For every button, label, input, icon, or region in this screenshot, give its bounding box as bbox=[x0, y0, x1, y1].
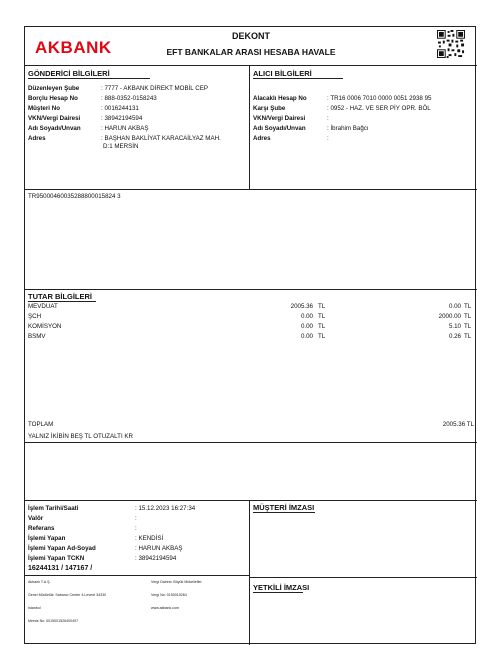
amount-row-label: MEVDUAT bbox=[28, 303, 58, 310]
sender-label: Düzenleyen Şube bbox=[28, 85, 80, 92]
amount-value-2: 0.00 bbox=[448, 303, 461, 310]
receiver-label: Adres bbox=[253, 135, 271, 142]
receiver-name-value: : İbrahim Bağcı bbox=[327, 125, 369, 132]
amount-currency-2: TL bbox=[464, 303, 472, 310]
sender-name-value: : HARUN AKBAŞ bbox=[101, 125, 149, 132]
receiver-label: Adı Soyadı/Unvan bbox=[253, 125, 306, 132]
footer-tax-no: Vergi No: 0150015264 bbox=[151, 593, 187, 597]
transaction-value-date: : bbox=[135, 515, 137, 522]
amount-value-2: 5.10 bbox=[448, 323, 461, 330]
sender-label: Adres bbox=[28, 135, 46, 142]
amount-value-2: 0.26 bbox=[448, 333, 461, 340]
sender-label: Müşteri No bbox=[28, 105, 60, 112]
qr-code-icon bbox=[437, 30, 465, 58]
sender-section-title: GÖNDERİCİ BİLGİLERİ bbox=[28, 69, 110, 78]
sender-label: Borçlu Hesap No bbox=[28, 95, 78, 102]
amount-currency-2: TL bbox=[464, 333, 472, 340]
amount-row-label: KOMİSYON bbox=[28, 323, 62, 330]
amount-row-label: ŞCH bbox=[28, 313, 42, 320]
sender-customer-no-value: : 0016244131 bbox=[101, 105, 139, 112]
receiver-branch-value: : 0952 - HAZ. VE SER PİY OPR. BÖL bbox=[327, 105, 431, 112]
amount-currency-2: TL bbox=[464, 313, 472, 320]
transaction-label: İşlemi Yapan Ad-Soyad bbox=[28, 545, 96, 552]
footer-hq: Genel Müdürlük: Sabancı Center 4.Levent 34330 bbox=[28, 593, 107, 597]
transaction-code: 16244131 / 147167 / bbox=[28, 565, 93, 572]
transaction-label: İşlem Tarihi/Saati bbox=[28, 505, 79, 512]
receiver-label: Alacaklı Hesap No bbox=[253, 95, 307, 102]
transaction-performer-id-value: : 38942194594 bbox=[135, 555, 177, 562]
sender-tax-value: : 38942194594 bbox=[101, 115, 143, 122]
receiver-label: Karşı Şube bbox=[253, 105, 286, 112]
footer-city: İstanbul bbox=[28, 606, 41, 610]
reference-text: TR95000460035288800015824 3 bbox=[28, 193, 121, 200]
total-label: TOPLAM bbox=[28, 421, 54, 428]
transaction-label: Valör bbox=[28, 515, 44, 522]
amount-value: 0.00 bbox=[300, 333, 313, 340]
sender-account-value: : 888-0352-0158243 bbox=[101, 95, 157, 102]
transaction-reference-value: : bbox=[135, 525, 137, 532]
footer-tax-office: Vergi Dairesi: Büyük Mükellefler bbox=[151, 580, 202, 584]
sender-label: VKN/Vergi Dairesi bbox=[28, 115, 81, 122]
transaction-date-value: : 15.12.2023 16:27:34 bbox=[135, 505, 196, 512]
amount-currency: TL bbox=[318, 323, 326, 330]
document-title: DEKONT bbox=[232, 31, 270, 41]
transaction-label: Referans bbox=[28, 525, 55, 532]
receiver-tax-value: : bbox=[327, 115, 329, 122]
amount-currency: TL bbox=[318, 333, 326, 340]
amount-value: 0.00 bbox=[300, 313, 313, 320]
amount-row-label: BSMV bbox=[28, 333, 46, 340]
amount-value: 0.00 bbox=[300, 323, 313, 330]
footer-company: Akbank T.A.Ş. bbox=[28, 580, 51, 584]
sender-address-value: : BAŞHAN BAKLİYAT KARACAİLYAZ MAH. bbox=[101, 135, 221, 142]
amount-currency-2: TL bbox=[464, 323, 472, 330]
amount-currency: TL bbox=[318, 313, 326, 320]
amounts-section-title: TUTAR BİLGİLERİ bbox=[28, 292, 93, 301]
receiver-section-title: ALICI BİLGİLERİ bbox=[253, 69, 312, 78]
total-value: 2005.36 TL bbox=[442, 421, 474, 428]
transaction-performer-name-value: : HARUN AKBAŞ bbox=[135, 545, 183, 552]
receiver-label: VKN/Vergi Dairesi bbox=[253, 115, 306, 122]
sender-branch-value: : 7777 - AKBANK DİREKT MOBİL CEP bbox=[101, 85, 208, 92]
transaction-performer-value: : KENDİSİ bbox=[135, 535, 164, 542]
amount-currency: TL bbox=[318, 303, 326, 310]
document-subtitle: EFT BANKALAR ARASI HESABA HAVALE bbox=[166, 47, 336, 57]
amount-value: 2005.36 bbox=[290, 303, 313, 310]
footer-web: www.akbank.com bbox=[151, 606, 179, 610]
receiver-address-value: : bbox=[327, 135, 329, 142]
receiver-iban-value: : TR16 0006 7010 0000 0051 2938 95 bbox=[327, 95, 432, 102]
akbank-logo: AKBANK bbox=[35, 38, 112, 57]
transaction-label: İşlemi Yapan bbox=[28, 535, 66, 542]
footer-mersis: Mersis No: 0015001526400497 bbox=[28, 619, 79, 623]
sender-address-line2: D:1 MERSİN bbox=[103, 143, 139, 150]
authorized-signature-title: YETKİLİ İMZASI bbox=[253, 583, 310, 592]
amount-value-2: 2000.00 bbox=[438, 313, 461, 320]
amount-in-words: YALNIZ İKİBİN BEŞ TL OTUZALTI KR bbox=[28, 433, 133, 440]
sender-label: Adı Soyadı/Unvan bbox=[28, 125, 81, 132]
receipt-document bbox=[24, 26, 476, 644]
customer-signature-title: MÜŞTERİ İMZASI bbox=[253, 503, 315, 512]
transaction-label: İşlemi Yapan TCKN bbox=[28, 555, 85, 562]
